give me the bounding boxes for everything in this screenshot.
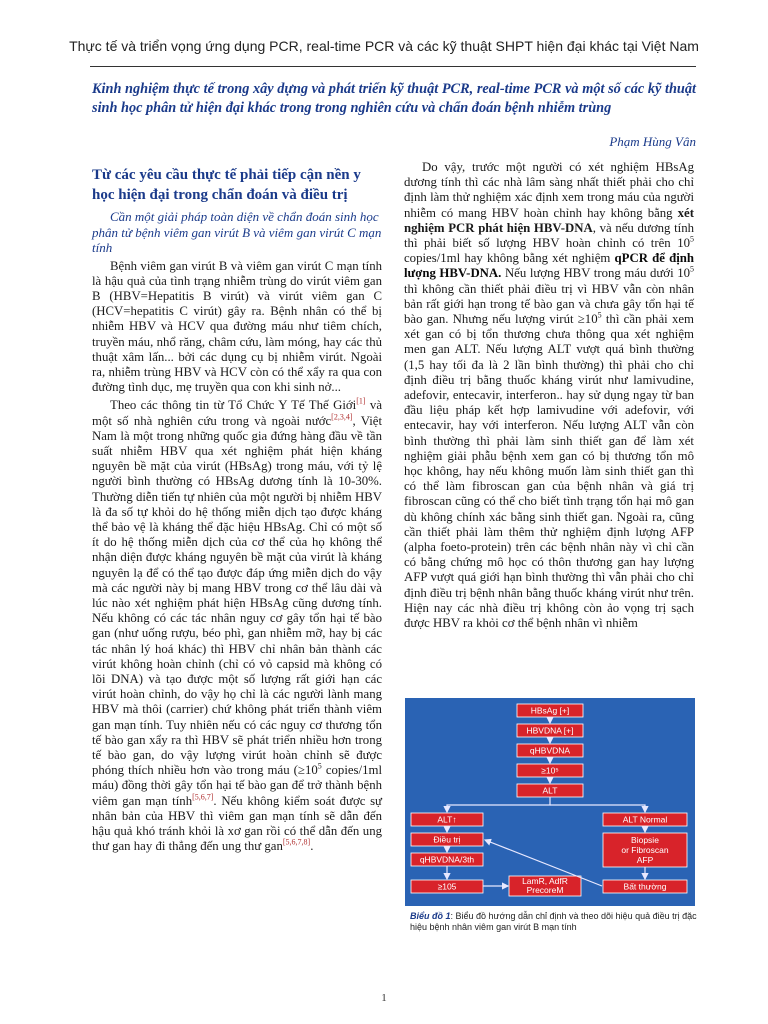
flow-label-qhbvdna: qHBVDNA xyxy=(529,745,571,756)
p2-text-b: và một số nhà nghiên cứu trong và ngoài nước xyxy=(92,398,382,428)
paragraph-2 xyxy=(92,398,382,854)
section-title: Từ các yêu cầu thực tế phải tiếp cận nền y học hiện đại trong chẩn đoán và điều trị xyxy=(92,167,361,203)
caption-text: : Biểu đồ hướng dẫn chỉ định và theo dõi hiệu quả điều trị đặc hiệu bệnh nhân viêm gan virút B mạn tính xyxy=(410,911,697,932)
p2-text-e: . Nếu không kiểm soát được sự nhân bản của HBV thì viêm gan mạn tính sẽ dẫn đến hậu quả khó tránh khỏi là xơ gan rồi có thể dẫn đến ung thư gan hay đi thẳng đến ung thư gan xyxy=(92,793,382,854)
flow-label-dieutri: Điều trị xyxy=(433,834,461,845)
header-divider xyxy=(90,66,696,67)
left-column xyxy=(92,165,382,857)
flow-label-hbsag: HBsAg [+] xyxy=(530,705,570,716)
flow-label-biopsie-1: Biopsie xyxy=(631,835,659,845)
article-author: Phạm Hùng Vân xyxy=(609,134,696,149)
flow-label-alt-up: ALT↑ xyxy=(437,814,457,825)
p3-text-d: copies/1ml hay không bằng xét nghiệm xyxy=(404,251,615,266)
flow-label-biopsie-2: or Fibroscan xyxy=(621,845,669,855)
p3-bold-pcr: xét nghiệm PCR phát hiện HBV-DNA xyxy=(404,205,694,235)
page-number: 1 xyxy=(381,992,387,1004)
paragraph-1: Bệnh viêm gan virút B và viêm gan virút C mạn tính là hậu quả của tình trạng nhiễm trùng do virút viêm gan B (HBV=Hepatitis B virút) và virút viêm gan C (HCV=hepatitis C virút) gây ra. Bệnh nhân có thể bị nhiễm HBV và HCV qua đường máu như tiêm chích, truyền máu, nhổ răng, châm cứu, làm móng, hay các thủ thuật xâm lấn... bởi các dụng cụ bị nhiễm virút. Ngoài ra, nhiễm trùng HBV và HCV còn có thể xẩy ra qua con đường tình dục, mẹ truyền qua con khi sinh nở... xyxy=(92,258,382,395)
p3-text-f: Nếu lượng HBV trong máu dưới 10 xyxy=(501,266,690,281)
superscript: 5 xyxy=(690,234,694,244)
flow-label-105: ≥10⁵ xyxy=(541,765,559,776)
p2-text-f: . xyxy=(310,839,314,854)
citation-ref: [1] xyxy=(356,397,366,407)
flow-label-batthuong: Bất thường xyxy=(623,881,667,892)
paragraph-3 xyxy=(404,160,694,631)
figure-caption xyxy=(410,911,700,933)
p3-text-h: thì cần phải xem xét gan có bị tổn thương chưa thông qua xét nghiệm men gan ALT. Nếu lượng ALT vượt quá bình thường (1,5 hay tối đa là 2 lần bình thường) thì phải cho chỉ định điều trị bằng thuốc kháng virút như lamivudine, adefovir, entecavir, interferon.. hay sử dụng ngay từ ban đầu liệu pháp kết hợp lamivudine với adefovir, với entecavir, hay với interferon. Nếu lượng ALT vẫn còn bình thường thì phải làm sinh thiết gan để làm xét nghiệm giải phẫu bệnh xem gan có bị thương tổn mô học không, hay nếu không muốn làm sinh thiết gan thì có thể làm fibroscan gan của bệnh nhân và giá trị fibroscan cũng có thể cho biết tình trạng tổn hại mô gan dù không chính xác bằng sinh thiết gan. Ngoài ra, cũng cần thiết phải làm thêm thử nghiệm định lượng AFP (alpha foeto-protein) trên các bệnh nhân này vì chỉ cần có bằng chứng mô học có thôn thương gan hay lượng AFP vượt quá giới hạn bình thường thì vẫn phải cho chỉ định điều trị bệnh nhân bằng thuốc kháng virút như trên. Hiện nay các nhà điều trị không còn ảo vọng trị sạch được HBV ra khỏi cơ thể bệnh nhân vì nhiễm xyxy=(404,312,694,631)
superscript: 5 xyxy=(597,310,602,320)
citation-ref: [5,6,7,8] xyxy=(282,837,311,847)
citation-ref: [5,6,7] xyxy=(192,792,214,802)
article-title: Kinh nghiệm thực tế trong xây dựng và phát triển kỹ thuật PCR, real-time PCR và một số các kỹ thuật sinh học phân tử hiện đại khác trong trong nghiên cứu và chẩn đoán bệnh nhiễm trùng xyxy=(92,81,696,116)
flowchart-diagram xyxy=(405,698,695,906)
running-header: Thực tế và triển vọng ứng dụng PCR, real-time PCR và các kỹ thuật SHPT hiện đại khác tại Việt Nam xyxy=(69,38,699,54)
flow-label-hbvdna: HBVDNA [+] xyxy=(526,725,574,736)
flow-label-lamr-2: PrecoreM xyxy=(526,885,564,895)
p3-text-c: , và nếu dương tính thì phải biết số lượng HBV hoàn chỉnh có trên 10 xyxy=(404,220,694,251)
flow-label-biopsie-3: AFP xyxy=(636,855,654,865)
superscript: 5 xyxy=(690,265,694,275)
p3-bold-qpcr: qPCR để định lượng HBV-DNA. xyxy=(404,251,694,281)
p2-text-c: , Việt Nam là một trong những quốc gia đứng hàng đầu về tần suất nhiễm HBV qua xét nghiệm phát hiện kháng nguyên bề mặt của virút (HBsAg) trong máu, với tỷ lệ người bình thường có HBsAg dương tính là 10-30%. Thường diễn tiến tự nhiên của một người bị nhiễm HBV là đa số tự khỏi do hệ thống miễn dịch tạo được kháng thể bảo vệ là kháng thể đặc hiệu HBsAg. Chỉ có một số ít do hệ thống miễn dịch của cơ thể của họ không thể nhận diện được kháng nguyên bề mặt của virút là kháng nguyên lạ để có thể tạo được đáp ứng miễn dịch do vậy mà các người này bị mang HBV trong cơ thể lâu dài và lúc nào xét nghiệm phát hiện HBsAg cũng dương tính. Nếu không có các tác nhân nguy cơ gây tổn hại tế bào gan (như uống rượu, béo phì, gan nhiễm mỡ, hay bị các tác nhân lý hoá khác) thì HBV chỉ nhân bản thành các virút không hoàn chỉnh (chỉ có vỏ capsid mà không có lõi DNA) và tạo được một số lượng rất giới hạn các virút hoàn chỉnh, do vậy họ chỉ là các người lành mang HBV mà thôi (carrier) chứ không phát triển thành viêm gan mạn tính. Tuy nhiên nếu có các nguy cơ thương tổn tế bào gan xẩy ra thì HBV sẽ phát triển nhiều hơn trong tế bào gan, do vậy lượng virút hoàn chỉnh sẽ được phóng thích nhiều hơn vào trong máu (≥10 xyxy=(92,413,382,778)
flow-label-alt-normal: ALT Normal xyxy=(622,814,668,825)
p2-text-a: Theo các thông tin từ Tổ Chức Y Tế Thế Giới xyxy=(110,398,357,413)
p2-text-d: copies/1ml máu) đồng thời gây tổn hại tế bào gan để trở thành bệnh viêm gan mạn tính xyxy=(92,763,383,808)
superscript: 5 xyxy=(317,761,322,771)
flow-label-qhbv3th: qHBVDNA/3th xyxy=(419,854,475,865)
caption-label: Biểu đồ 1 xyxy=(410,911,451,921)
citation-ref: [2,3,4] xyxy=(331,412,353,422)
section-subtitle: Cần một giải pháp toàn diện về chẩn đoán sinh học phân tử bệnh viêm gan virút B và viêm gan virút C mạn tính xyxy=(92,209,382,255)
p3-text-a: Do vậy, trước một người có xét nghiệm HBsAg dương tính thì các nhà lâm sàng nhất thiết phải cho chỉ định làm thử nghiệm xác định xem trong máu của người nhiễm có mang HBV hoàn chỉnh hay không bằng xyxy=(404,160,694,220)
flow-label-lamr-1: LamR, AdfR xyxy=(522,876,568,886)
flow-label-105b: ≥105 xyxy=(437,881,457,892)
right-column xyxy=(404,160,694,634)
p3-text-g: thì không cần thiết phải điều trị vì HBV vẫn còn nhân bản rất giới hạn trong tế bào gan và chưa gây tổn hại tế bào gan. Nhưng nếu lượng virút ≥10 xyxy=(404,281,694,327)
flow-label-alt: ALT xyxy=(542,785,558,796)
